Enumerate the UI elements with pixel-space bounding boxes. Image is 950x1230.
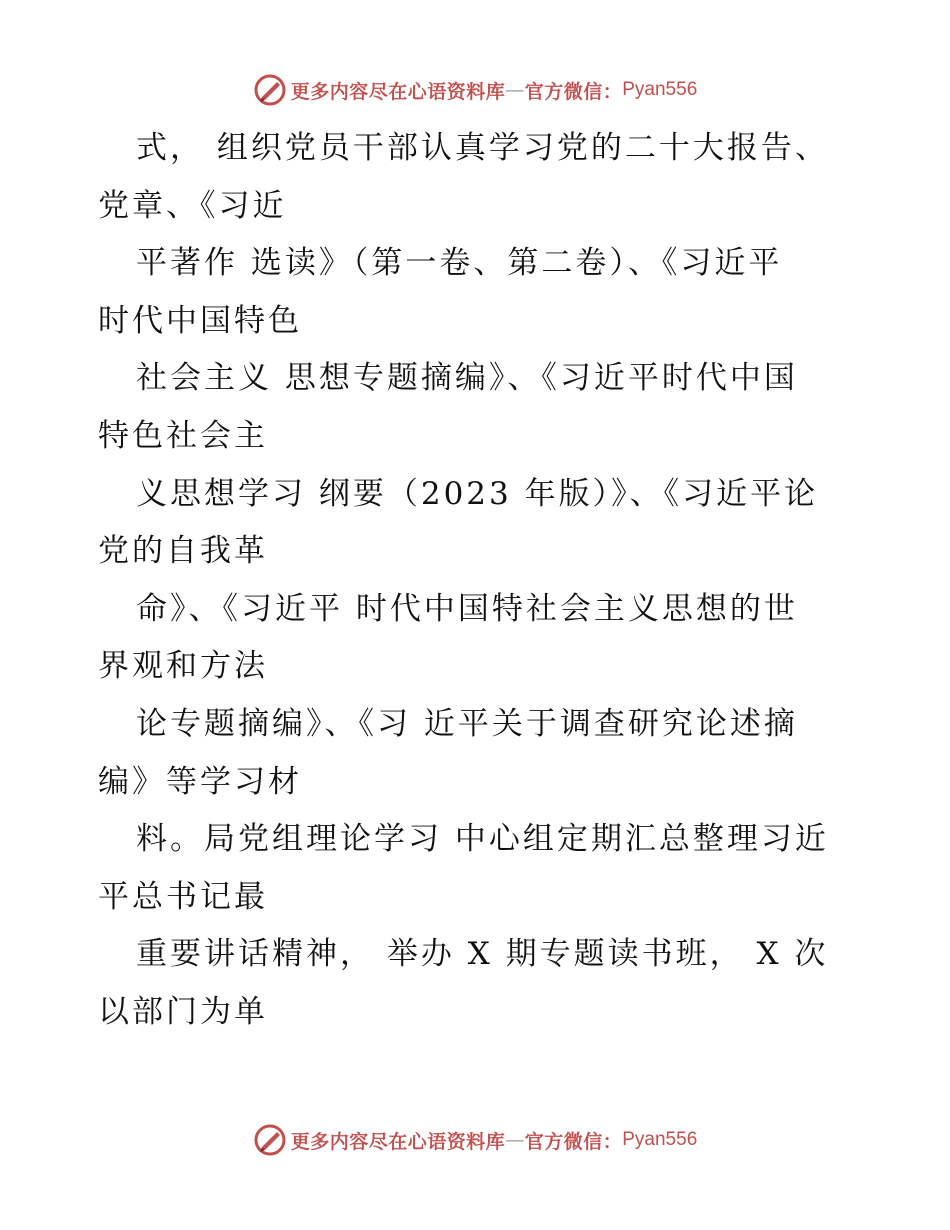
body-line: 平著作 选读》（第一卷、第二卷）、《习近平 <box>136 245 783 282</box>
body-line: 式， 组织党员干部认真学习党的二十大报告、 <box>136 130 829 166</box>
banner-title: 更多内容尽在心语资料库 <box>290 80 506 103</box>
body-line: 界观和方法 <box>98 648 268 685</box>
banner-wechat-label: 官方微信： <box>524 80 623 103</box>
body-line: 编》等学习材 <box>98 763 302 800</box>
body-line: 党的自我革 <box>98 533 268 570</box>
banner-wechat-id: Pyan556 <box>622 1129 698 1150</box>
body-line: 平总书记最 <box>98 878 268 915</box>
pen-logo-icon <box>253 1123 287 1157</box>
footer-banner <box>0 1120 950 1160</box>
body-line: 命》、《习近平 时代中国特社会主义思想的世 <box>136 590 798 627</box>
banner-dash: — <box>505 1129 525 1151</box>
body-line: 党章、《习近 <box>98 187 287 224</box>
body-line: 料。局党组理论学习 中心组定期汇总整理习近 <box>136 821 829 858</box>
pen-logo-icon <box>253 73 287 107</box>
body-line: 社会主义 思想专题摘编》、《习近平时代中国 <box>136 360 798 397</box>
body-line: 义思想学习 纲要（2023 年版）》、《习近平论 <box>136 475 819 512</box>
banner-title: 更多内容尽在心语资料库 <box>290 1130 506 1153</box>
body-line: 重要讲话精神， 举办 X 期专题读书班， X 次 <box>136 936 829 973</box>
header-banner <box>0 70 950 110</box>
body-line: 时代中国特色 <box>98 302 302 339</box>
body-line: 特色社会主 <box>98 417 268 454</box>
banner-wechat-label: 官方微信： <box>524 1130 623 1153</box>
document-body <box>98 120 878 1042</box>
body-line: 论专题摘编》、《习 近平关于调查研究论述摘 <box>136 705 798 742</box>
banner-wechat-id: Pyan556 <box>622 79 698 100</box>
body-line: 以部门为单 <box>98 993 268 1030</box>
banner-dash: — <box>505 79 525 101</box>
